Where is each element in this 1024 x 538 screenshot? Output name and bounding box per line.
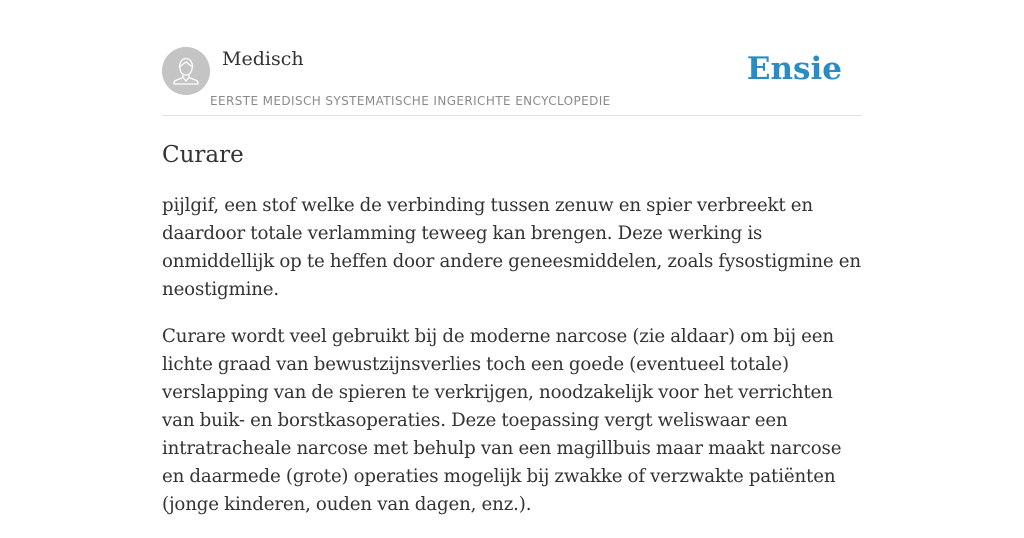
- brand-logo[interactable]: Ensie: [746, 51, 842, 87]
- source-header: [162, 0, 862, 116]
- article-body: [162, 192, 862, 538]
- article-paragraph: Curare wordt veel gebruikt bij de moderne narcose (zie aldaar) om bij een lichte graad van bewustzijnsverlies toch een goede (eventueel totale) verslapping van de spieren te verkrijgen, noodzakelijk voor het verrichten van buik- en borstkasoperaties. Deze toepassing vergt weliswaar een intratracheale narcose met behulp van een magillbuis maar maakt narcose en daarmede (grote) operaties mogelijk bij zwakke of verzwakte patiënten (jonge kinderen, ouden van dagen, enz.).: [162, 326, 842, 515]
- article-title: Curare: [162, 142, 244, 168]
- source-description: EERSTE MEDISCH SYSTEMATISCHE INGERICHTE ENCYCLOPEDIE: [210, 94, 611, 108]
- article-paragraph: pijlgif, een stof welke de verbinding tussen zenuw en spier verbreekt en daardoor totale verlamming teweeg kan brengen. Deze werking is onmiddellijk op te heffen door andere geneesmiddelen, zoals fysostigmine en neostigmine.: [162, 195, 861, 300]
- source-name[interactable]: Medisch: [222, 48, 304, 70]
- page-container: [162, 0, 862, 515]
- user-icon: [162, 47, 210, 95]
